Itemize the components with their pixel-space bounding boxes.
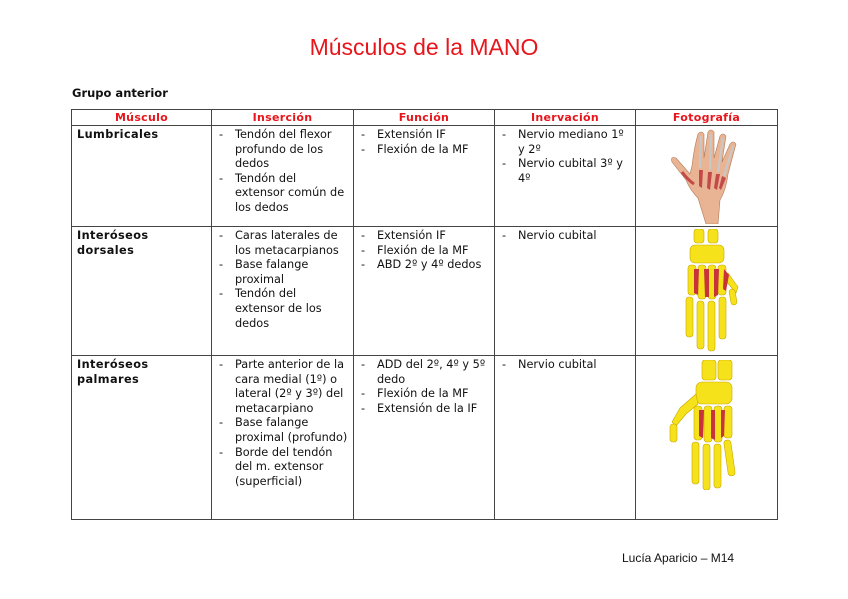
dorsal-interossei-hand-illustration	[672, 229, 742, 353]
photo-cell	[636, 356, 778, 520]
photo-cell	[636, 126, 778, 227]
muscle-name: Interóseos dorsales	[72, 227, 212, 356]
list-item: - Base falange proximal (profundo)	[217, 416, 349, 445]
insercion-cell	[212, 356, 354, 520]
list-item: - Extensión IF	[359, 128, 490, 143]
inervacion-cell	[495, 126, 636, 227]
list-item: - Base falange proximal	[217, 258, 349, 287]
list-item: - Extensión IF	[359, 229, 490, 244]
muscle-name: Lumbricales	[72, 126, 212, 227]
header-inervacion: Inervación	[495, 110, 636, 126]
list-item: - Flexión de la MF	[359, 143, 490, 158]
insercion-cell	[212, 126, 354, 227]
header-musculo: Músculo	[72, 110, 212, 126]
funcion-cell	[354, 227, 495, 356]
lumbricals-hand-illustration	[668, 128, 746, 224]
page-title: Músculos de la MANO	[309, 34, 539, 60]
list-item: - Tendón del extensor de los dedos	[217, 287, 349, 331]
list-item: - Tendón del flexor profundo de los dedos	[217, 128, 349, 172]
photo-cell	[636, 227, 778, 356]
inervacion-cell	[495, 227, 636, 356]
list-item: - Caras laterales de los metacarpianos	[217, 229, 349, 258]
funcion-cell	[354, 126, 495, 227]
funcion-cell	[354, 356, 495, 520]
insercion-cell	[212, 227, 354, 356]
list-item: - Parte anterior de la cara medial (1º) o lateral (2º y 3º) del metacarpiano	[217, 358, 349, 416]
table-row	[72, 356, 778, 520]
header-funcion: Función	[354, 110, 495, 126]
list-item: - Flexión de la MF	[359, 244, 490, 259]
inervacion-cell	[495, 356, 636, 520]
header-fotografia: Fotografía	[636, 110, 778, 126]
list-item: - ADD del 2º, 4º y 5º dedo	[359, 358, 490, 387]
list-item: - Extensión de la IF	[359, 402, 490, 417]
list-item: - Borde del tendón del m. extensor (superficial)	[217, 446, 349, 490]
footer-author: Lucía Aparicio – M14	[622, 551, 735, 565]
list-item: - Nervio cubital	[500, 229, 631, 244]
header-insercion: Inserción	[212, 110, 354, 126]
list-item: - Flexión de la MF	[359, 387, 490, 402]
table-row	[72, 126, 778, 227]
table-row	[72, 227, 778, 356]
table-header-row	[72, 110, 778, 126]
section-subtitle: Grupo anterior	[72, 86, 168, 100]
muscles-table	[71, 109, 778, 520]
list-item: - Nervio cubital 3º y 4º	[500, 157, 631, 186]
list-item: - ABD 2º y 4º dedos	[359, 258, 490, 273]
list-item: - Nervio mediano 1º y 2º	[500, 128, 631, 157]
list-item: - Nervio cubital	[500, 358, 631, 373]
list-item: - Tendón del extensor común de los dedos	[217, 172, 349, 216]
muscle-name: Interóseos palmares	[72, 356, 212, 520]
palmar-interossei-hand-illustration	[666, 360, 748, 490]
